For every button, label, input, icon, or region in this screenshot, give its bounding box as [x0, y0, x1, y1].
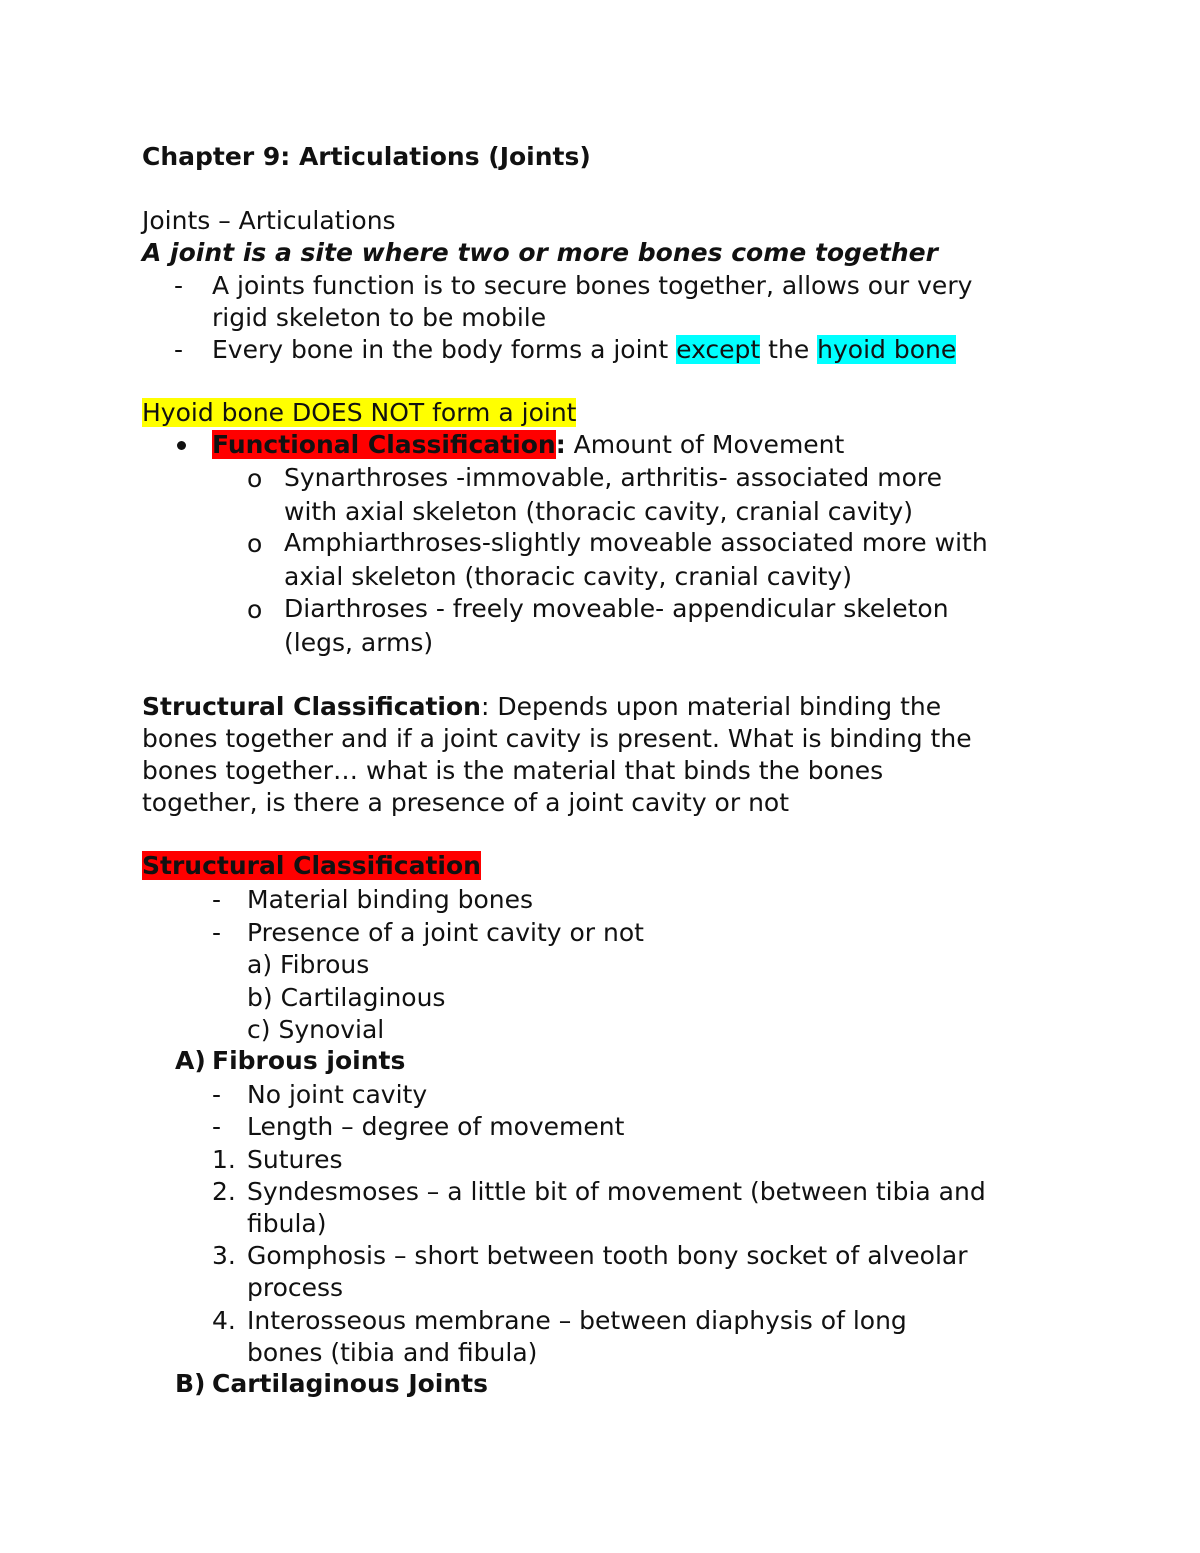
fibrous-heading: Fibrous joints	[212, 1046, 406, 1075]
point-2-start: Every bone in the body forms a joint	[212, 335, 677, 364]
list-number: 1.	[212, 1145, 236, 1174]
interosseous-line-2: bones (tibia and fibula)	[247, 1338, 538, 1367]
hyoid-bone-highlight: hyoid bone	[817, 335, 957, 364]
functional-desc: Amount of Movement	[565, 430, 845, 459]
hyoid-note-highlight: Hyoid bone DOES NOT form a joint	[142, 398, 577, 427]
fibrous-item-1: No joint cavity	[247, 1080, 428, 1109]
bullet-icon	[177, 441, 186, 450]
dash-marker: -	[212, 918, 222, 947]
dash-marker: -	[174, 271, 184, 300]
type-synovial: c) Synovial	[247, 1015, 385, 1044]
fibrous-item-2: Length – degree of movement	[247, 1112, 625, 1141]
except-highlight: except	[676, 335, 761, 364]
amphiarthroses-line-2: axial skeleton (thoracic cavity, cranial cavity)	[284, 562, 852, 591]
circle-bullet-icon: o	[247, 595, 263, 624]
circle-bullet-icon: o	[247, 464, 263, 493]
sutures: Sutures	[247, 1145, 343, 1174]
cartilaginous-marker: B)	[175, 1369, 206, 1398]
synarthroses-line-1: Synarthroses -immovable, arthritis- associated more	[284, 463, 942, 492]
structural-paragraph-line-1	[142, 691, 941, 723]
intro-point-2	[212, 334, 956, 366]
structural-paragraph-line-3: bones together… what is the material that binds the bones	[142, 756, 884, 785]
functional-colon: :	[555, 430, 566, 459]
diarthroses-line-2: (legs, arms)	[284, 628, 434, 657]
structural-item-1: Material binding bones	[247, 885, 534, 914]
type-cartilaginous: b) Cartilaginous	[247, 983, 446, 1012]
interosseous-line-1: Interosseous membrane – between diaphysis of long	[247, 1306, 907, 1335]
intro-point-1-line-1: A joints function is to secure bones together, allows our very	[212, 271, 973, 300]
list-number: 2.	[212, 1177, 236, 1206]
structural-section-label: Structural Classification	[142, 851, 481, 880]
functional-label: Functional Classification	[212, 430, 556, 459]
structural-paragraph-line-2: bones together and if a joint cavity is present. What is binding the	[142, 724, 972, 753]
list-number: 3.	[212, 1241, 236, 1270]
structural-paragraph-label: Structural Classification	[142, 692, 481, 721]
structural-paragraph-rest: : Depends upon material binding the	[480, 692, 942, 721]
amphiarthroses-line-1: Amphiarthroses-slightly moveable associated more with	[284, 528, 988, 557]
gomphosis-line-1: Gomphosis – short between tooth bony socket of alveolar	[247, 1241, 968, 1270]
structural-section-heading	[142, 850, 481, 882]
structural-paragraph-line-4: together, is there a presence of a joint cavity or not	[142, 788, 790, 817]
structural-item-2: Presence of a joint cavity or not	[247, 918, 644, 947]
intro-heading: Joints – Articulations	[142, 206, 396, 235]
fibrous-marker: A)	[175, 1046, 206, 1075]
type-fibrous: a) Fibrous	[247, 950, 370, 979]
functional-classification	[212, 429, 844, 461]
synarthroses-line-2: with axial skeleton (thoracic cavity, cranial cavity)	[284, 497, 913, 526]
syndesmoses-line-2: fibula)	[247, 1209, 327, 1238]
syndesmoses-line-1: Syndesmoses – a little bit of movement (between tibia and	[247, 1177, 986, 1206]
joint-definition: A joint is a site where two or more bones come together	[142, 238, 938, 267]
point-2-the: the	[760, 335, 818, 364]
cartilaginous-heading: Cartilaginous Joints	[212, 1369, 489, 1398]
list-number: 4.	[212, 1306, 236, 1335]
intro-point-1-line-2: rigid skeleton to be mobile	[212, 303, 547, 332]
dash-marker: -	[212, 1112, 222, 1141]
circle-bullet-icon: o	[247, 529, 263, 558]
dash-marker: -	[174, 335, 184, 364]
gomphosis-line-2: process	[247, 1273, 344, 1302]
hyoid-note	[142, 397, 576, 429]
diarthroses-line-1: Diarthroses - freely moveable- appendicular skeleton	[284, 594, 949, 623]
dash-marker: -	[212, 885, 222, 914]
dash-marker: -	[212, 1080, 222, 1109]
page-title: Chapter 9: Articulations (Joints)	[142, 142, 591, 171]
